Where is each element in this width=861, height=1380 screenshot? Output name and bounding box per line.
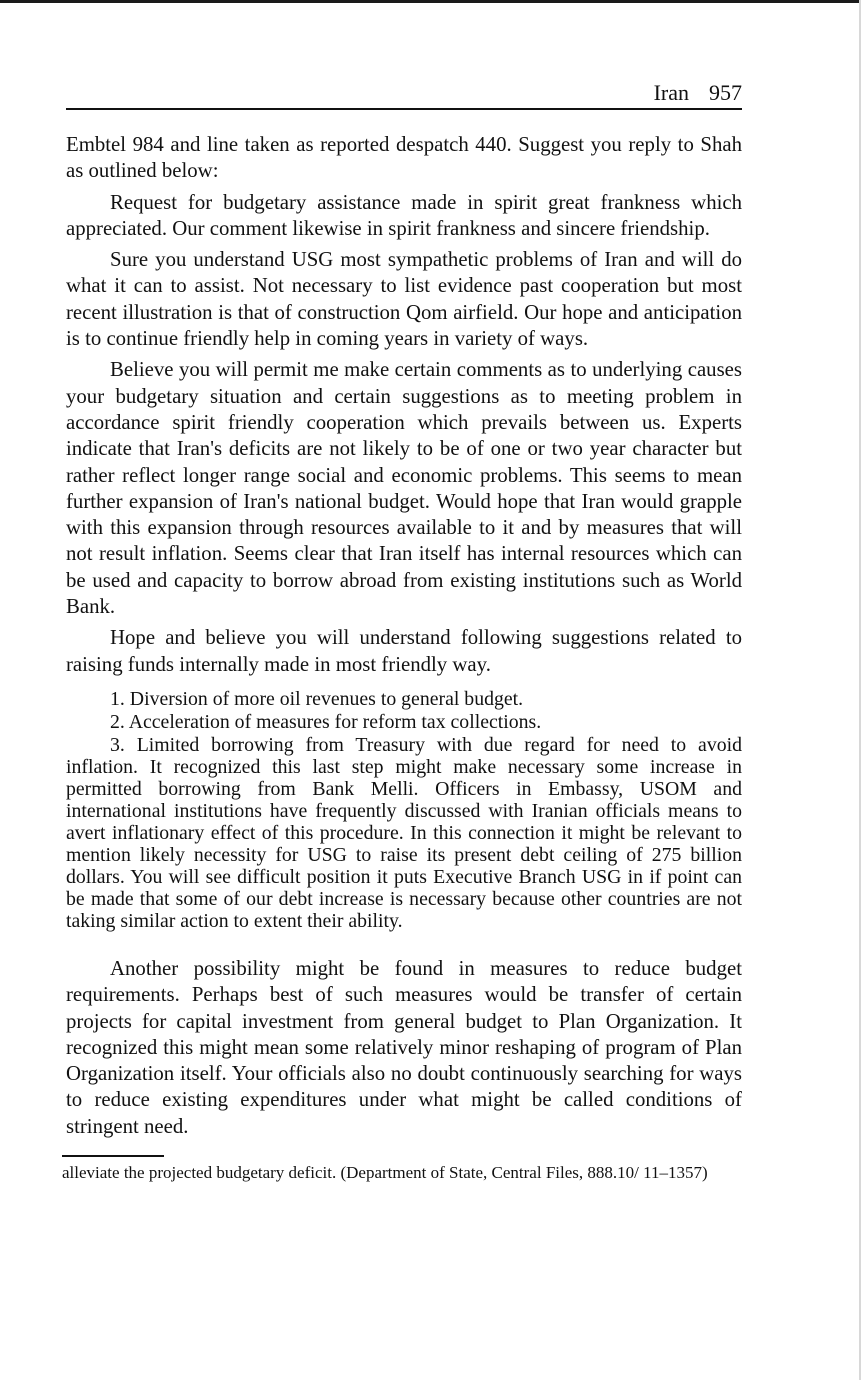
page-number: 957 — [709, 80, 742, 105]
running-header — [66, 80, 742, 106]
list-item: 1. Diversion of more oil revenues to general budget. — [110, 687, 524, 710]
paragraph: Sure you understand USG most sympathetic problems of Iran and will do what it can to assist. Not necessary to list evidence past cooperation but most recent illustration is that of construction Qom airfield. Our hope and anticipation is to continue friendly help in coming years in variety of ways. — [66, 248, 742, 351]
footnote: alleviate the projected budgetary deficit. (Department of State, Central Files, 888.10/ 11–1357) — [62, 1163, 708, 1183]
header-country: Iran — [653, 80, 689, 105]
numbered-list — [66, 688, 742, 932]
paragraph: Request for budgetary assistance made in spirit great frankness which appreciated. Our comment likewise in spirit frankness and sincere friendship. — [66, 190, 742, 240]
body-text — [66, 132, 742, 678]
paragraph: Another possibility might be found in measures to reduce budget requirements. Perhaps best of such measures would be transfer of certain projects for capital investment from general budget to Plan Organization. It recognized this might mean some relatively minor reshaping of program of Plan Organization itself. Your officials also no doubt continuously searching for ways to reduce existing expenditures under what might be called conditions of stringent need. — [66, 956, 742, 1138]
list-item: 3. Limited borrowing from Treasury with due regard for need to avoid inflation. It recognized this last step might make necessary some increase in permitted borrowing from Bank Melli. Officers in Embassy, USOM and international institutions have frequently discussed with Iranian officials means to avert inflationary effect of this procedure. In this connection it might be relevant to mention likely necessity for USG to raise its present debt ceiling of 275 billion dollars. You will see difficult position it puts Executive Branch USG in if point can be made that some of our debt increase is necessary because other countries are not taking similar action to extent their ability. — [66, 733, 742, 932]
list-item: 2. Acceleration of measures for reform tax collections. — [110, 710, 542, 733]
document-page — [62, 80, 742, 1183]
paragraph: Believe you will permit me make certain comments as to underlying causes your budgetary situation and certain suggestions as to meeting problem in accordance spirit friendly cooperation which prevails between us. Experts indicate that Iran's deficits are not likely to be of one or two year character but rather reflect longer range social and economic problems. This seems to mean further expansion of Iran's national budget. Would hope that Iran would grapple with this expansion through resources available to it and by measures that will not result inflation. Seems clear that Iran itself has internal resources which can be used and capacity to borrow abroad from existing institutions such as World Bank. — [66, 358, 742, 619]
footnote-rule — [62, 1155, 164, 1157]
paragraph: Embtel 984 and line taken as reported despatch 440. Suggest you reply to Shah as outlined below: — [66, 133, 742, 183]
paragraph: Hope and believe you will understand following suggestions related to raising funds internally made in most friendly way. — [66, 626, 742, 676]
header-rule — [66, 108, 742, 110]
closing-text — [66, 956, 742, 1140]
page-top-edge — [0, 0, 861, 3]
